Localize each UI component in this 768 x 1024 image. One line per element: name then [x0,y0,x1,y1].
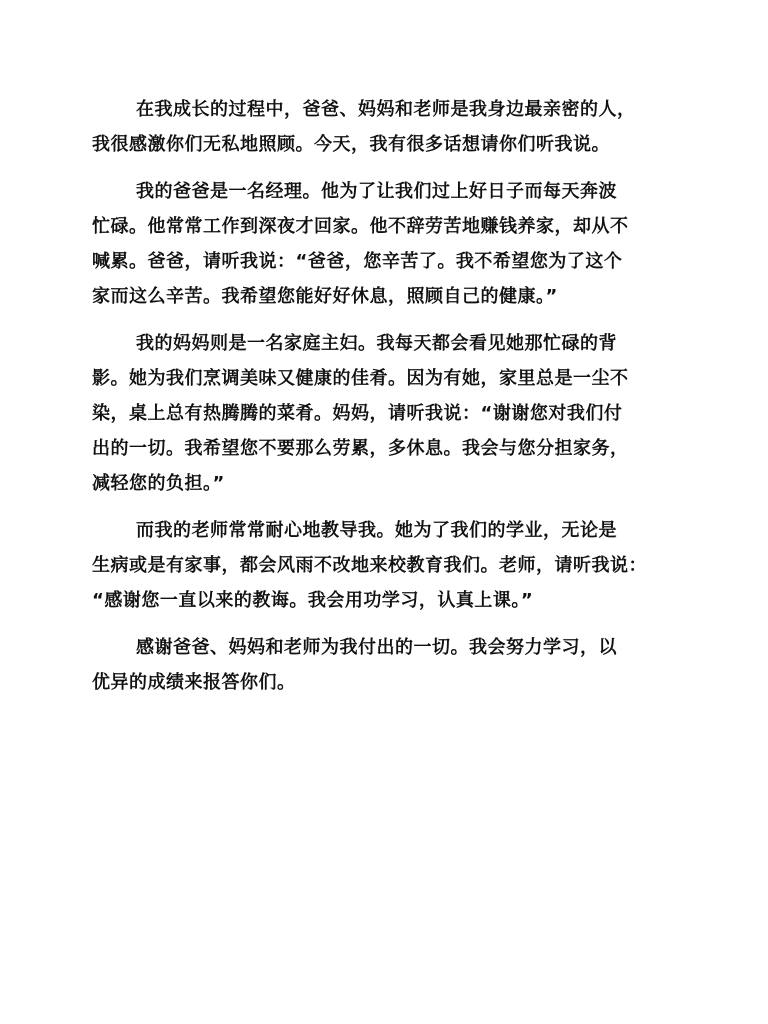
text-line: “感谢您一直以来的教诲。我会用功学习，认真上课。” [92,590,534,611]
text-line: 家而这么辛苦。我希望您能好好休息，照顾自己的健康。” [92,286,558,307]
paragraph-mother [92,326,692,501]
paragraph-teacher [92,513,692,618]
text-line: 减轻您的负担。” [92,473,225,494]
text-line: 我的妈妈则是一名家庭主妇。我每天都会看见她那忙碌的背 [136,333,617,354]
text-line: 感谢爸爸、妈妈和老师为我付出的一切。我会努力学习，以 [136,637,617,658]
text-line: 染，桌上总有热腾腾的菜肴。妈妈，请听我说：“谢谢您对我们付 [92,403,623,424]
paragraph-conclusion [92,630,692,700]
essay-body [92,92,692,712]
text-line: 我的爸爸是一名经理。他为了让我们过上好日子而每天奔波 [136,181,617,202]
paragraph-father [92,174,692,314]
paragraph-intro [92,92,692,162]
text-line: 优异的成绩来报答你们。 [92,672,296,693]
text-line: 喊累。爸爸，请听我说：“爸爸，您辛苦了。我不希望您为了这个 [92,251,623,272]
text-line: 而我的老师常常耐心地教导我。她为了我们的学业，无论是 [136,520,617,541]
text-line: 我很感激你们无私地照顾。今天，我有很多话想请你们听我说。 [92,134,610,155]
text-line: 影。她为我们烹调美味又健康的佳肴。因为有她，家里总是一尘不 [92,368,629,389]
text-line: 生病或是有家事，都会风雨不改地来校教育我们。老师，请听我说： [92,555,647,576]
text-line: 忙碌。他常常工作到深夜才回家。他不辞劳苦地赚钱养家，却从不 [92,216,629,237]
text-line: 出的一切。我希望您不要那么劳累，多休息。我会与您分担家务， [92,438,629,459]
text-line: 在我成长的过程中，爸爸、妈妈和老师是我身边最亲密的人， [136,99,636,120]
